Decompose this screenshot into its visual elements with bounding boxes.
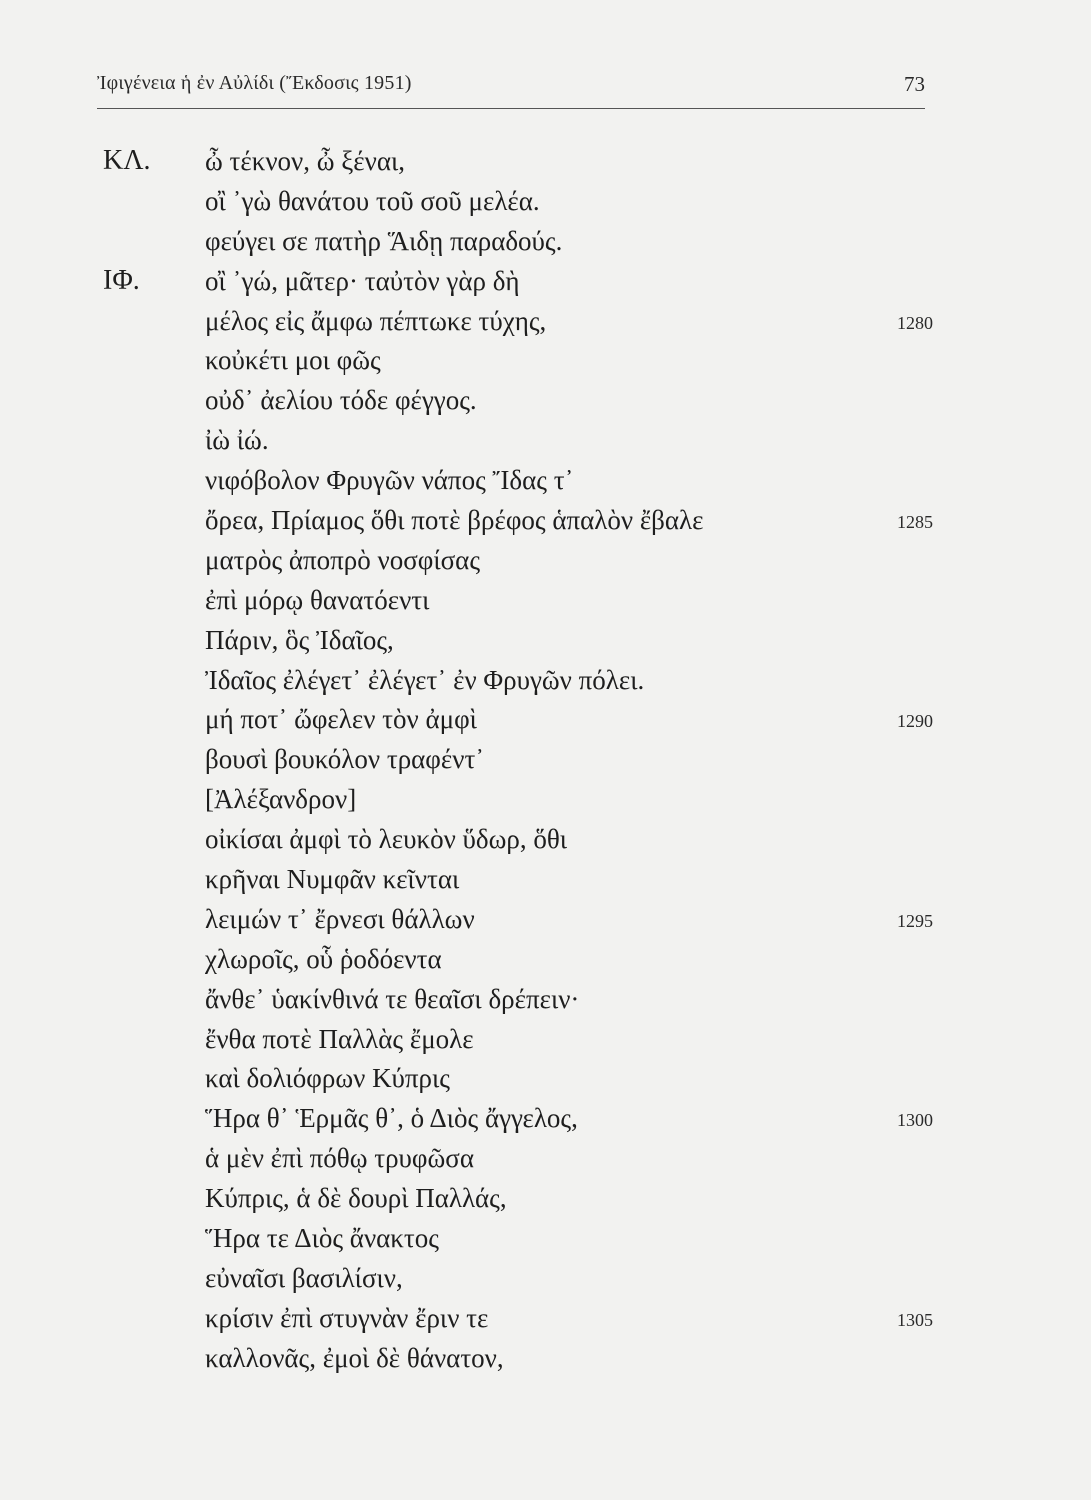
verse-line — [0, 580, 1091, 620]
verse-text: φεύγει σε πατὴρ Ἅιδῃ παραδούς. — [205, 225, 563, 256]
verse-line — [0, 380, 1091, 420]
verse-text: εὐναῖσι βασιλίσιν, — [205, 1262, 403, 1293]
verse-line — [0, 1019, 1091, 1059]
verse-line — [0, 1218, 1091, 1258]
verse-text: ἰὼ ἰώ. — [205, 425, 269, 456]
verse-text: κοὐκέτι μοι φῶς — [205, 345, 381, 376]
verse-text: οἲ ᾿γὼ θανάτου τοῦ σοῦ μελέα. — [205, 185, 540, 216]
verse-line — [0, 859, 1091, 899]
verse-text: βουσὶ βουκόλον τραφέντ᾿ — [205, 744, 485, 775]
verse-line — [0, 1338, 1091, 1378]
verse-line — [0, 261, 1091, 301]
page-number: 73 — [904, 72, 925, 96]
line-number: 1305 — [897, 1309, 933, 1330]
verse-text: καὶ δολιόφρων Κύπρις — [205, 1063, 450, 1094]
line-number: 1285 — [897, 512, 933, 533]
running-title: Ἰφιγένεια ἡ ἐν Αὐλίδι (Ἔκδοσις 1951) — [97, 72, 412, 94]
verse-text: ἄνθε᾿ ὑακίνθινά τε θεαῖσι δρέπειν· — [205, 983, 580, 1014]
verse-line — [0, 939, 1091, 979]
verse-text: κρῆναι Νυμφᾶν κεῖνται — [205, 864, 460, 895]
verse-line — [0, 779, 1091, 819]
verse-text: οἲ ᾿γώ, μᾶτερ· ταὐτὸν γὰρ δὴ — [205, 265, 520, 296]
verse-text: ἔνθα ποτὲ Παλλὰς ἔμολε — [205, 1023, 474, 1054]
speaker-label: ΙΦ. — [103, 264, 140, 296]
verse-text: μή ποτ᾿ ὤφελεν τὸν ἀμφὶ — [205, 704, 477, 735]
verse-line — [0, 620, 1091, 660]
line-number: 1290 — [897, 711, 933, 732]
speaker-label: ΚΛ. — [103, 145, 151, 176]
verse-line — [0, 420, 1091, 460]
verse-line — [0, 340, 1091, 380]
verse-text: οἰκίσαι ἀμφὶ τὸ λευκὸν ὕδωρ, ὅθι — [205, 824, 568, 855]
verse-text: ὄρεα, Πρίαμος ὅθι ποτὲ βρέφος ἁπαλὸν ἔβαλε — [205, 505, 704, 536]
line-number: 1300 — [897, 1110, 933, 1131]
verse-line — [0, 221, 1091, 261]
verse-line — [0, 699, 1091, 739]
verse-text: ματρὸς ἀποπρὸ νοσφίσας — [205, 544, 481, 575]
running-head — [97, 72, 925, 102]
verse-text: Ἥρα θ᾿ Ἑρμᾶς θ᾿, ὁ Διὸς ἄγγελος, — [205, 1103, 578, 1134]
verse-text: Ἥρα τε Διὸς ἄνακτος — [205, 1223, 439, 1254]
verse-text: Πάριν, ὃς Ἰδαῖος, — [205, 624, 394, 655]
verse-block — [0, 141, 1091, 1378]
verse-text: λειμών τ᾿ ἔρνεσι θάλλων — [205, 903, 475, 934]
verse-line — [0, 1138, 1091, 1178]
verse-text: ὦ τέκνον, ὦ ξέναι, — [205, 146, 405, 176]
line-number: 1295 — [897, 910, 933, 931]
verse-text: [Ἀλέξανδρον] — [205, 784, 357, 815]
verse-line — [0, 899, 1091, 939]
verse-line — [0, 819, 1091, 859]
verse-text: Κύπρις, ἁ δὲ δουρὶ Παλλάς, — [205, 1183, 507, 1214]
verse-line — [0, 660, 1091, 700]
verse-line — [0, 739, 1091, 779]
verse-line — [0, 1058, 1091, 1098]
verse-line — [0, 181, 1091, 221]
verse-text: οὐδ᾿ ἀελίου τόδε φέγγος. — [205, 385, 477, 416]
line-number: 1280 — [897, 312, 933, 333]
verse-line — [0, 1258, 1091, 1298]
verse-line — [0, 540, 1091, 580]
verse-line — [0, 1178, 1091, 1218]
verse-line — [0, 1098, 1091, 1138]
verse-text: ἐπὶ μόρῳ θανατόεντι — [205, 584, 430, 615]
verse-text: Ἰδαῖος ἐλέγετ᾿ ἐλέγετ᾿ ἐν Φρυγῶν πόλει. — [205, 664, 645, 695]
verse-text: ἁ μὲν ἐπὶ πόθῳ τρυφῶσα — [205, 1143, 474, 1174]
header-rule — [97, 108, 925, 109]
verse-line — [0, 460, 1091, 500]
verse-line — [0, 500, 1091, 540]
verse-line — [0, 1298, 1091, 1338]
verse-text: μέλος εἰς ἄμφω πέπτωκε τύχης, — [205, 305, 547, 336]
verse-text: κρίσιν ἐπὶ στυγνὰν ἔριν τε — [205, 1302, 489, 1333]
verse-text: χλωροῖς, οὗ ῥοδόεντα — [205, 943, 442, 974]
verse-line — [0, 979, 1091, 1019]
verse-line — [0, 301, 1091, 341]
verse-text: καλλονᾶς, ἐμοὶ δὲ θάνατον, — [205, 1342, 504, 1373]
verse-text: νιφόβολον Φρυγῶν νάπος Ἴδας τ᾿ — [205, 465, 574, 496]
verse-line — [0, 141, 1091, 181]
